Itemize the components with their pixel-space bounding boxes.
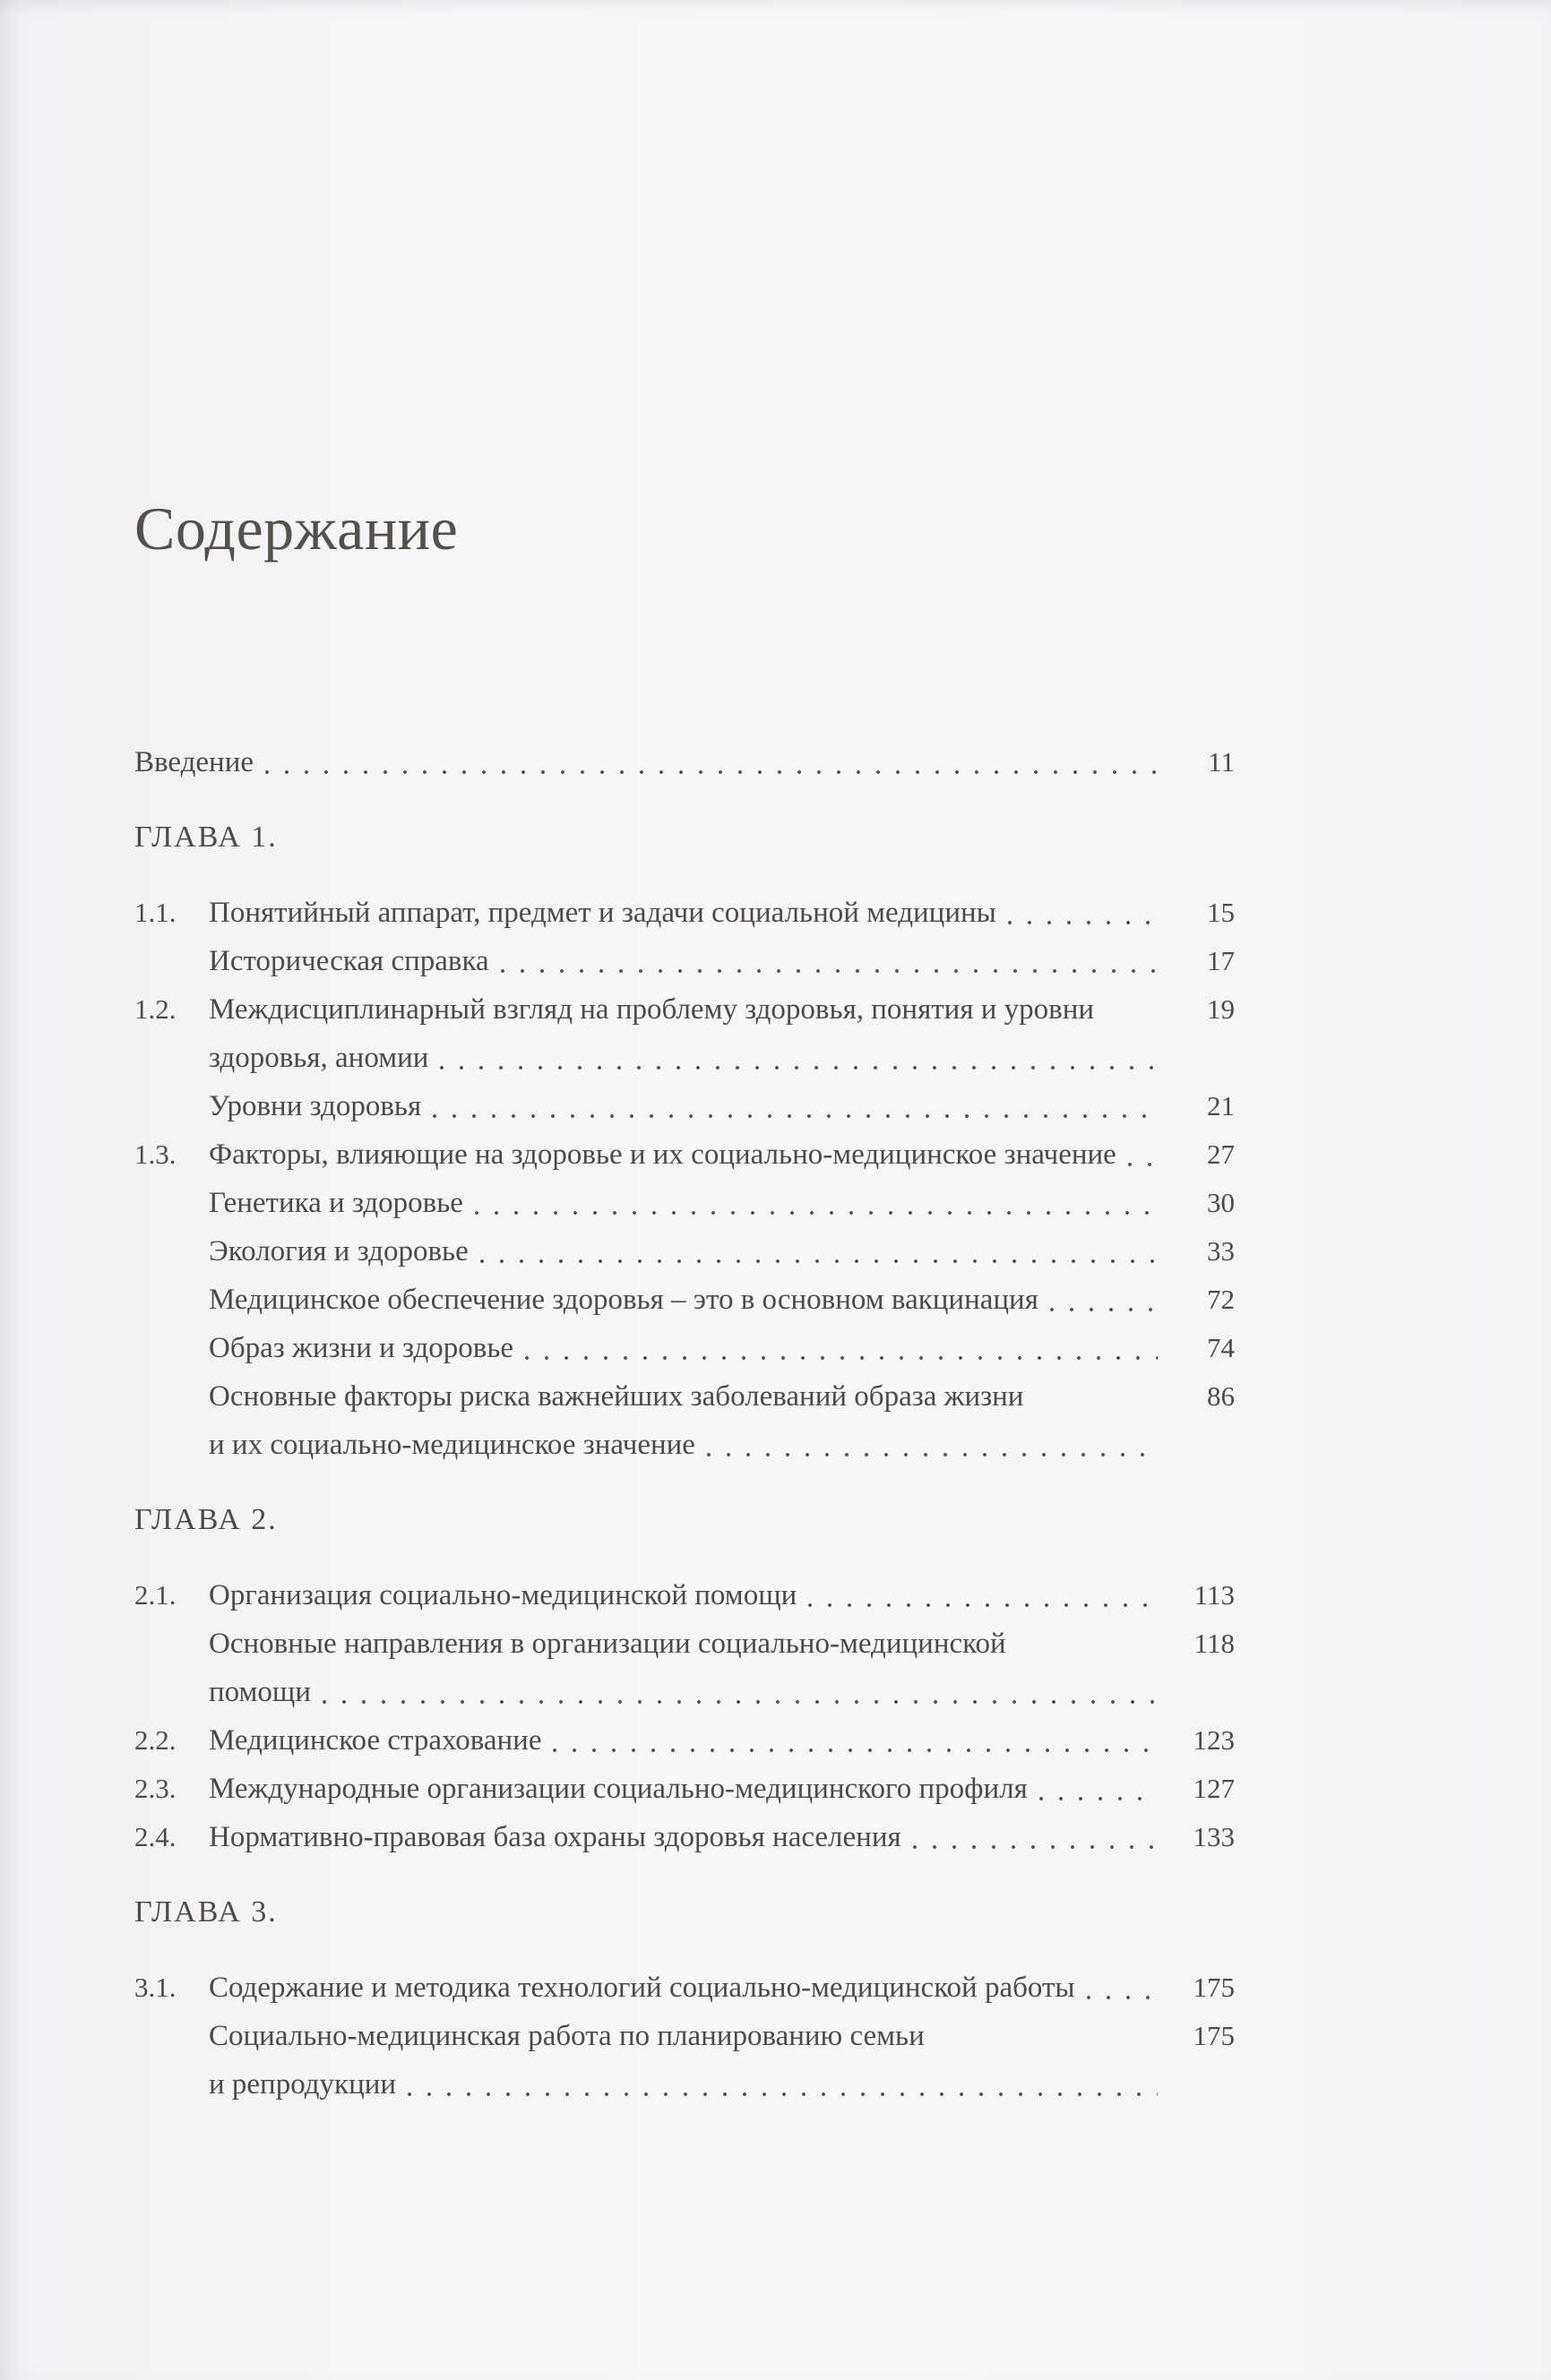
- toc-entry: [134, 1227, 1235, 1276]
- toc-entry: [134, 1571, 1235, 1620]
- entry-page-number: 86: [1207, 1380, 1235, 1412]
- entry-label: Понятийный аппарат, предмет и задачи социальной медицины: [209, 897, 996, 929]
- entry-last-line: [209, 1130, 1170, 1179]
- entry-number: 3.1.: [134, 1972, 177, 2003]
- dot-leader: [912, 1843, 1158, 1852]
- toc-entry: [134, 1082, 1235, 1130]
- toc-entry: [134, 1620, 1235, 1716]
- entry-body: [209, 985, 1170, 1082]
- entry-label: здоровья, аномии: [209, 1042, 429, 1074]
- entry-label: и их социально-медицинское значение: [209, 1429, 695, 1461]
- entry-page-number: 72: [1207, 1284, 1235, 1315]
- entry-last-line: [209, 889, 1170, 937]
- toc-entry: [134, 1813, 1235, 1861]
- chapter-heading: ГЛАВА 2.: [134, 1503, 278, 1536]
- entry-last-line: [209, 1034, 1170, 1082]
- toc-entry: [134, 1716, 1235, 1765]
- entry-last-line: [209, 1813, 1170, 1861]
- dot-leader: [1127, 1160, 1158, 1169]
- page-title: Содержание: [134, 494, 459, 563]
- entry-number: 1.3.: [134, 1138, 177, 1170]
- entry-page-number: 33: [1207, 1235, 1235, 1267]
- entry-label: Медицинское обеспечение здоровья – это в основном вакцинация: [209, 1284, 1038, 1316]
- entry-last-line: [209, 1324, 1170, 1372]
- entry-body: [209, 1130, 1170, 1179]
- entry-number: 1.1.: [134, 897, 177, 928]
- entry-label: Образ жизни и здоровье: [209, 1332, 514, 1364]
- toc-entry: [134, 1372, 1235, 1469]
- chapter-block: [134, 1888, 1235, 2109]
- entry-number: 2.1.: [134, 1579, 177, 1611]
- entry-last-line: [209, 2060, 1170, 2109]
- entry-label-line: Основные направления в организации социально-медицинской: [209, 1628, 1006, 1660]
- dot-leader: [1086, 1993, 1158, 2002]
- entry-label-line: Междисциплинарный взгляд на проблему здоровья, понятия и уровни: [209, 993, 1095, 1026]
- entry-body: [209, 1372, 1170, 1469]
- dot-leader: [439, 1063, 1158, 1072]
- entry-label: Содержание и методика технологий социально-медицинской работы: [209, 1972, 1075, 2004]
- toc-entry: [134, 1765, 1235, 1813]
- entry-label-line: Социально-медицинская работа по планированию семьи: [209, 2020, 925, 2052]
- chapter-heading: ГЛАВА 1.: [134, 821, 278, 854]
- entry-last-line: [209, 1227, 1170, 1276]
- entry-label: Факторы, влияющие на здоровье и их социально-медицинское значение: [209, 1138, 1116, 1171]
- entry-body: [209, 1963, 1170, 2012]
- toc-entry-intro: [134, 738, 1235, 786]
- dot-leader: [479, 1257, 1158, 1266]
- dot-leader: [1007, 918, 1158, 927]
- dot-leader: [474, 1208, 1158, 1217]
- toc-entry: [134, 1179, 1235, 1227]
- entry-page-number: 133: [1193, 1821, 1235, 1852]
- dot-leader: [432, 1112, 1158, 1121]
- entry-label: Медицинское страхование: [209, 1724, 542, 1757]
- entry-last-line: [209, 1571, 1170, 1620]
- entry-page-number: 15: [1207, 897, 1235, 928]
- entry-last-line: [209, 1765, 1170, 1813]
- entry-last-line: [209, 1082, 1170, 1130]
- toc-entry: [134, 937, 1235, 985]
- entry-body: [209, 889, 1170, 937]
- dot-leader: [706, 1450, 1158, 1459]
- entry-last-line: [209, 1716, 1170, 1765]
- dot-leader: [500, 967, 1158, 975]
- entry-page-number: 113: [1193, 1579, 1235, 1611]
- entry-body: [209, 1276, 1170, 1324]
- toc-entry: [134, 889, 1235, 937]
- entry-page-number: 27: [1207, 1138, 1235, 1170]
- entry-label-line: Основные факторы риска важнейших заболеваний образа жизни: [209, 1380, 1024, 1413]
- entry-last-line: [209, 1668, 1170, 1716]
- entry-page-number: 127: [1193, 1773, 1235, 1804]
- entry-label: и репродукции: [209, 2068, 397, 2101]
- entry-number: 1.2.: [134, 993, 177, 1025]
- dot-leader: [1038, 1794, 1158, 1803]
- dot-leader: [407, 2090, 1158, 2099]
- chapters-container: [134, 813, 1235, 2109]
- entry-body: [209, 1765, 1170, 1813]
- entry-last-line: [209, 1179, 1170, 1227]
- entry-page-number: 175: [1193, 2020, 1235, 2051]
- entry-page-number: 175: [1193, 1972, 1235, 2003]
- entry-body: [209, 937, 1170, 985]
- entry-body: [209, 1716, 1170, 1765]
- entry-label: Генетика и здоровье: [209, 1187, 463, 1219]
- entry-page-number: 19: [1207, 993, 1235, 1025]
- entry-body: [209, 1227, 1170, 1276]
- entry-last-line: [209, 1963, 1170, 2012]
- entry-body: [209, 1620, 1170, 1716]
- entry-number: 2.2.: [134, 1724, 177, 1756]
- entry-body: [209, 2012, 1170, 2109]
- toc-entry: [134, 1130, 1235, 1179]
- entry-label: Историческая справка: [209, 945, 489, 977]
- entry-last-line: [134, 738, 1170, 786]
- entry-page-number: 118: [1193, 1628, 1235, 1659]
- chapter-block: [134, 813, 1235, 1469]
- entry-body: [209, 1179, 1170, 1227]
- entry-label: Нормативно-правовая база охраны здоровья населения: [209, 1821, 901, 1853]
- entry-page-number: 17: [1207, 945, 1235, 976]
- entry-number: 2.4.: [134, 1821, 177, 1852]
- entry-label: Международные организации социально-медицинского профиля: [209, 1773, 1028, 1805]
- entry-page-number: 123: [1193, 1724, 1235, 1756]
- dot-leader: [1049, 1305, 1158, 1314]
- entry-number: 2.3.: [134, 1773, 177, 1804]
- entry-last-line: [209, 937, 1170, 985]
- chapter-block: [134, 1496, 1235, 1861]
- entry-last-line: [209, 1421, 1170, 1469]
- entry-last-line: [209, 1276, 1170, 1324]
- dot-leader: [552, 1746, 1158, 1755]
- dot-leader: [807, 1601, 1158, 1610]
- entry-page-number: 21: [1207, 1090, 1235, 1121]
- entry-label: Экология и здоровье: [209, 1235, 469, 1267]
- entry-body: [209, 1813, 1170, 1861]
- entry-page-number: 11: [1208, 746, 1235, 778]
- toc-entry: [134, 1963, 1235, 2012]
- entry-body: [209, 1324, 1170, 1372]
- entry-body: [209, 1571, 1170, 1620]
- entry-page-number: 74: [1207, 1332, 1235, 1363]
- entry-label: Уровни здоровья: [209, 1090, 422, 1122]
- entry-label: помощи: [209, 1676, 311, 1708]
- toc-entry: [134, 2012, 1235, 2109]
- dot-leader: [264, 768, 1158, 777]
- entry-body: [209, 1082, 1170, 1130]
- toc-entry: [134, 1276, 1235, 1324]
- toc-entry: [134, 985, 1235, 1082]
- entry-body: [134, 738, 1170, 786]
- chapter-heading: ГЛАВА 3.: [134, 1895, 278, 1929]
- dot-leader: [524, 1353, 1158, 1362]
- dot-leader: [322, 1697, 1158, 1706]
- entry-label: Организация социально-медицинской помощи: [209, 1579, 797, 1611]
- entry-label: Введение: [134, 746, 254, 778]
- entry-page-number: 30: [1207, 1187, 1235, 1218]
- toc-entry: [134, 1324, 1235, 1372]
